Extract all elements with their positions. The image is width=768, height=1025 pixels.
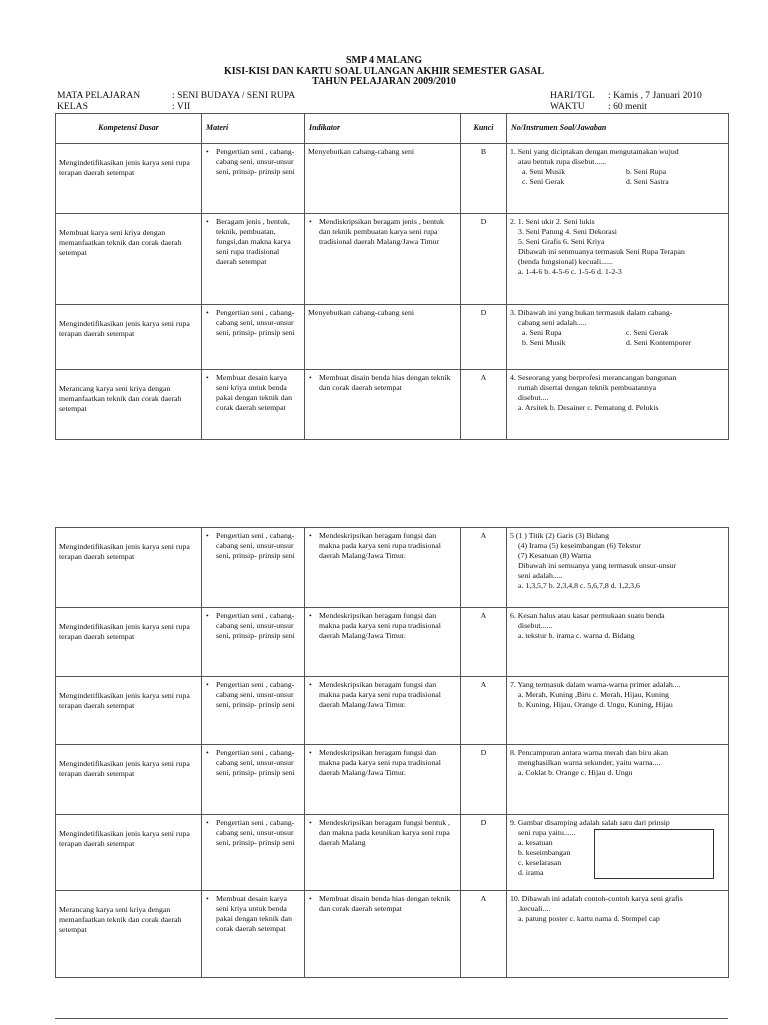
soal-line: 4. Seseorang yang berprofesi merancangan bangunan (510, 373, 677, 382)
cell-kunci: D (461, 305, 507, 370)
cell-kompetensi: Mengindetifikasikan jenis karya seni rupa terapan daerah setempat (56, 305, 202, 370)
time-value: : 60 menit (608, 101, 647, 112)
table-header-row (56, 114, 729, 144)
cell-soal (507, 528, 729, 608)
subject-label: MATA PELAJARAN (57, 90, 141, 101)
materi-text: Membuat desain karya seni kriya untuk benda pakai dengan teknik dan corak daerah setempat (216, 894, 292, 933)
academic-year: TAHUN PELAJARAN 2009/2010 (312, 76, 456, 87)
soal-line: disebut...... (518, 621, 553, 630)
cell-soal (507, 370, 729, 440)
bullet-icon: • (206, 748, 209, 757)
soal-line: disebut.... (518, 393, 549, 402)
table-row (56, 214, 729, 305)
indikator-text: Mendeskripsikan beragam fungsi bentuk , dan makna pada keunikan karya seni rupa daerah Malang (319, 818, 451, 847)
time-label: WAKTU (550, 101, 585, 112)
cell-soal (507, 608, 729, 677)
cell-materi (202, 745, 305, 815)
cell-soal (507, 144, 729, 214)
cell-materi (202, 677, 305, 745)
cell-kunci: D (461, 815, 507, 891)
bullet-icon: • (309, 818, 312, 827)
cell-materi (202, 528, 305, 608)
bullet-icon: • (206, 611, 209, 620)
cell-soal (507, 745, 729, 815)
table-row (56, 815, 729, 891)
soal-line: a. tekstur b. irama c. warna d. Bidang (518, 631, 635, 640)
materi-text: Membuat desain karya seni kriya untuk benda pakai dengan teknik dan corak daerah setempat (216, 373, 292, 412)
option-row (510, 167, 725, 177)
soal-line: 7. Yang termasuk dalam warna-warna primer adalah.... (510, 680, 681, 689)
bullet-icon: • (309, 373, 312, 382)
soal-line: 5 (1 ) Titik (2) Garis (3) Bidang (510, 531, 609, 540)
cell-materi (202, 815, 305, 891)
answer-option: c. Seni Gerak (522, 177, 565, 186)
bullet-icon: • (206, 147, 209, 156)
bullet-icon: • (206, 217, 209, 226)
cell-indikator (305, 677, 461, 745)
bullet-icon: • (206, 894, 209, 903)
soal-line: a. Arsitek b. Desainer c. Pematung d. Pelukis (518, 403, 659, 412)
answer-option: c. Seni Gerak (626, 328, 669, 337)
answer-option: b. Seni Musik (522, 338, 566, 347)
cell-materi (202, 214, 305, 305)
cell-materi (202, 144, 305, 214)
soal-line: rumah disertai dengan teknik pembuatannya (518, 383, 657, 392)
cell-kunci: A (461, 891, 507, 978)
bullet-icon: • (309, 748, 312, 757)
date-value: : Kamis , 7 Januari 2010 (608, 90, 702, 101)
cell-soal (507, 305, 729, 370)
materi-text: Pengertian seni , cabang-cabang seni, unsur-unsur seni, prinsip- prinsip seni (216, 531, 295, 560)
bullet-icon: • (309, 894, 312, 903)
cell-kompetensi: Mengindetifikasikan jenis karya seni rupa terapan daerah setempat (56, 608, 202, 677)
indikator-text: Membuat disain benda hias dengan teknik dan corak daerah setempat (319, 894, 451, 913)
soal-line: 3. Seni Patung 4. Seni Dekorasi (518, 227, 617, 236)
table-row (56, 608, 729, 677)
document-title: KISI-KISI DAN KARTU SOAL ULANGAN AKHIR SEMESTER GASAL (224, 65, 544, 77)
cell-kunci: A (461, 677, 507, 745)
option-row (510, 328, 725, 338)
soal-line: c. keselarasan (518, 858, 562, 867)
bullet-icon: • (206, 308, 209, 317)
soal-line: b. Kuning, Hijau, Orange d. Ungu, Kuning, Hijau (518, 700, 673, 709)
table-row (56, 528, 729, 608)
soal-line: cabang seni adalah..... (518, 318, 587, 327)
cell-soal (507, 891, 729, 978)
soal-line: 3. Dibawah ini yang bukan termasuk dalam cabang- (510, 308, 673, 317)
indikator-text: Mendeskripsikan beragam fungsi dan makna pada karya seni rupa tradisional daerah Malang/Jawa Timur. (319, 531, 441, 560)
cell-kunci: A (461, 608, 507, 677)
soal-line: atau bentuk rupa disebut...... (518, 157, 607, 166)
soal-line: 8. Pencampuran antara warna merah dan biru akan (510, 748, 669, 757)
soal-line: (7) Kesatuan (8) Warna (518, 551, 592, 560)
soal-line: a. Coklat b. Orange c. Hijau d. Ungu (518, 768, 633, 777)
soal-line: a. patung poster c. kartu nama d. Stempel cap (518, 914, 660, 923)
indikator-text: Mendeskripsikan beragam fungsi dan makna pada karya seni rupa tradisional daerah Malang/Jawa Timur. (319, 748, 441, 777)
soal-line: 5. Seni Grafis 6. Seni Kriya (518, 237, 605, 246)
materi-text: Pengertian seni , cabang-cabang seni, unsur-unsur seni, prinsip- prinsip seni (216, 308, 295, 337)
cell-kompetensi: Mengindetifikasikan jenis karya seni rupa terapan daerah setempat (56, 745, 202, 815)
cell-kompetensi: Membuat karya seni kriya dengan memanfaatkan teknik dan corak daerah setempat (56, 214, 202, 305)
indikator-text: Mendeskripsikan beragam fungsi dan makna pada karya seni rupa tradisional daerah Malang/Jawa Timur. (319, 611, 441, 640)
document-header (0, 56, 768, 88)
cell-kunci: D (461, 745, 507, 815)
materi-text: Pengertian seni , cabang-cabang seni, unsur-unsur seni, prinsip- prinsip seni (216, 680, 295, 709)
soal-line: seni adalah..... (518, 571, 563, 580)
indikator-text: Menyebutkan cabang-cabang seni (308, 147, 415, 156)
soal-line: d. irama (518, 868, 544, 877)
cell-indikator (305, 815, 461, 891)
cell-materi (202, 370, 305, 440)
answer-option: a. Seni Musik (522, 167, 566, 176)
materi-text: Pengertian seni , cabang-cabang seni, unsur-unsur seni, prinsip- prinsip seni (216, 147, 295, 176)
cell-kompetensi: Merancang karya seni kriya dengan memanfaatkan teknik dan corak daerah setempat (56, 891, 202, 978)
soal-line: Dibawah ini semuanya yang termasuk unsur-unsur (518, 561, 677, 570)
cell-kompetensi: Mengindetifikasikan jenis karya seni rupa terapan daerah setempat (56, 144, 202, 214)
soal-line: 1. Seni yang diciptakan dengan mengutamakan wujud (510, 147, 679, 156)
kisi-table-page1 (55, 113, 729, 440)
cell-indikator (305, 891, 461, 978)
cell-indikator (305, 745, 461, 815)
table-row (56, 144, 729, 214)
bullet-icon: • (206, 818, 209, 827)
table-row (56, 745, 729, 815)
indikator-text: Mendiskripsikan beragam jenis , bentuk dan teknik pembuatan karya seni rupa tradisional daerah Malang/Jawa Timur (319, 217, 444, 246)
soal-line: 2. 1. Seni ukir 2. Seni lukis (510, 217, 595, 226)
date-label: HARI/TGL (550, 90, 595, 101)
meta-block (0, 90, 768, 114)
cell-materi (202, 305, 305, 370)
materi-text: Pengertian seni , cabang-cabang seni, unsur-unsur seni, prinsip- prinsip seni (216, 611, 295, 640)
materi-text: Beragam jenis , bentuk, teknik, pembuatan, fungsi,dan makna karya seni rupa tradisional daerah setempat (216, 217, 291, 266)
answer-option: b. Seni Rupa (626, 167, 667, 176)
soal-line: ,kecuali.... (518, 904, 551, 913)
soal-line: menghasilkan warna sekunder, yaitu warna.... (518, 758, 661, 767)
bullet-icon: • (309, 680, 312, 689)
indikator-text: Mendeskripsikan beragam fungsi dan makna pada karya seni rupa tradisional daerah Malang/Jawa Timur. (319, 680, 441, 709)
cell-indikator (305, 144, 461, 214)
cell-soal (507, 214, 729, 305)
indikator-text: Membuat disain benda hias dengan teknik dan corak daerah setempat (319, 373, 451, 392)
soal-line: (4) Irama (5) keseimbangan (6) Tekstur (518, 541, 641, 550)
cell-soal (507, 815, 729, 891)
option-row (510, 338, 725, 348)
cell-indikator (305, 370, 461, 440)
bullet-icon: • (206, 680, 209, 689)
soal-line: Dibawah ini senmuanya termasuk Seni Rupa Terapan (518, 247, 685, 256)
answer-option: d. Seni Sastra (626, 177, 669, 186)
cell-kunci: A (461, 528, 507, 608)
soal-line: 9. Gambar disamping adalah salah satu dari prinsip (510, 818, 670, 827)
bullet-icon: • (206, 373, 209, 382)
cell-kompetensi: Mengindetifikasikan jenis karya seni rupa terapan daerah setempat (56, 677, 202, 745)
bullet-icon: • (309, 531, 312, 540)
col-header-kunci: Kunci (461, 114, 507, 144)
soal-line: 10. Dibawah ini adalah contoh-contoh karya seni grafis (510, 894, 683, 903)
cell-soal (507, 677, 729, 745)
answer-option: a. Seni Rupa (522, 328, 562, 337)
soal-line: 6. Kesan halus atau kasar permukaan suatu benda (510, 611, 665, 620)
soal-line: a. Merah, Kuning ,Biru c. Merah, Hijau, Kuning (518, 690, 669, 699)
cell-indikator (305, 214, 461, 305)
question-figure (594, 829, 714, 879)
school-name: SMP 4 MALANG (345, 55, 423, 66)
table-row (56, 370, 729, 440)
cell-kompetensi: Mengindetifikasikan jenis karya seni rupa terapan daerah setempat (56, 815, 202, 891)
kisi-table-page2 (55, 527, 729, 978)
table-row (56, 891, 729, 978)
option-row (510, 177, 725, 187)
col-header-indikator: Indikator (305, 114, 461, 144)
cell-indikator (305, 305, 461, 370)
col-header-kd: Kompetensi Dasar (56, 114, 202, 144)
materi-text: Pengertian seni , cabang-cabang seni, unsur-unsur seni, prinsip- prinsip seni (216, 748, 295, 777)
table-row (56, 305, 729, 370)
cell-kompetensi: Merancang karya seni kriya dengan memanfaatkan teknik dan corak daerah setempat (56, 370, 202, 440)
bullet-icon: • (309, 611, 312, 620)
soal-line: (benda fungsional) kecuali...... (518, 257, 613, 266)
soal-line: seni rupa yaitu...... (518, 828, 576, 837)
indikator-text: Menyebutkan cabang-cabang seni (308, 308, 415, 317)
soal-line: a. kesatuan (518, 838, 553, 847)
col-header-materi: Materi (202, 114, 305, 144)
materi-text: Pengertian seni , cabang-cabang seni, unsur-unsur seni, prinsip- prinsip seni (216, 818, 295, 847)
soal-line: a. 1,3,5,7 b. 2,3,4,8 c. 5,6,7,8 d. 1,2,3,6 (518, 581, 640, 590)
cell-indikator (305, 608, 461, 677)
answer-option: d. Seni Kontemporer (626, 338, 692, 347)
class-value: : VII (172, 101, 191, 112)
col-header-soal: No/Instrumen Soal/Jawaban (507, 114, 729, 144)
cell-kunci: B (461, 144, 507, 214)
bullet-icon: • (206, 531, 209, 540)
cell-indikator (305, 528, 461, 608)
bullet-icon: • (309, 217, 312, 226)
subject-value: : SENI BUDAYA / SENI RUPA (172, 90, 296, 101)
cell-kompetensi: Mengindetifikasikan jenis karya seni rupa terapan daerah setempat (56, 528, 202, 608)
cell-kunci: D (461, 214, 507, 305)
class-label: KELAS (57, 101, 88, 112)
soal-line: b. keseimbangan (518, 848, 571, 857)
cell-materi (202, 891, 305, 978)
cell-kunci: A (461, 370, 507, 440)
table-row (56, 677, 729, 745)
cell-materi (202, 608, 305, 677)
soal-line: a. 1-4-6 b. 4-5-6 c. 1-5-6 d. 1-2-3 (518, 267, 622, 276)
